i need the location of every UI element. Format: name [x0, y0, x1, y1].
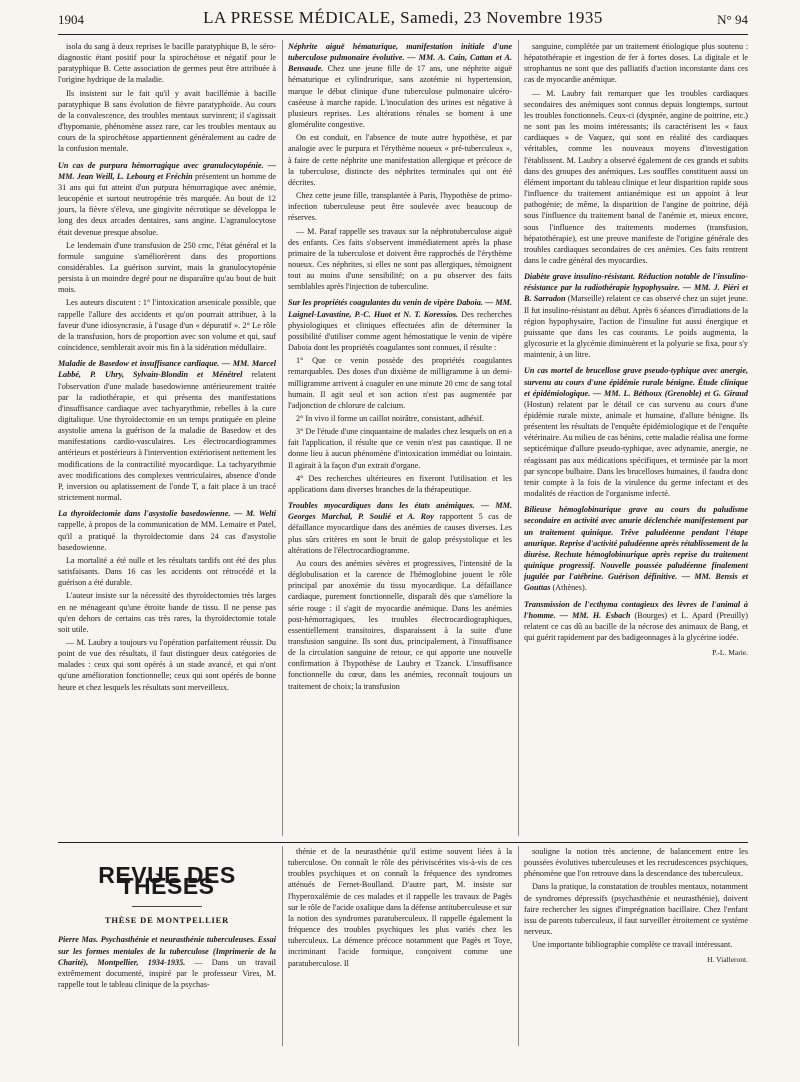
- communication-paragraph: [524, 365, 748, 499]
- heading-rule: [132, 906, 202, 907]
- subsection-heading: THÈSE DE MONTPELLIER: [104, 915, 230, 926]
- communication-title: Un cas de purpura hémorragique avec granulocytopénie.: [58, 160, 264, 170]
- communication-title: Un cas mortel de brucellose grave pseudo-typhique avec anergie, survenu au cours d'une épidémie rurale bénigne. Étude clinique et épidémiologique.: [524, 366, 748, 398]
- journal-title: LA PRESSE MÉDICALE, Samedi, 23 Novembre 1935: [203, 8, 603, 27]
- body-text: relatent l'observation d'une malade basedowienne antérieurement traitée par la radiothérapie, et qui présenta des manifestations d'insuffisance cardiaque avec tachyarythmie, rebelles à la cure digitalique. Une thyroïdectomie en un temps pratiquée en pleine asystolie amena la guérison de la maladie de Basedow et des manifestations cardio-vasculaires. Les électrocardiogrammes antérieurs et postérieurs à l'intervention extériorisent nettement les modifications de la contractilité myocardique. La tachyarythmie avec modifications des complexes ventriculaires, absence d'onde P, inversion ou aplatissement de l'onde T, a fait place à un tracé strictement normal.: [58, 370, 276, 503]
- communication-title: Troubles myocardiques dans les états anémiques.: [288, 501, 475, 511]
- column-divider: [518, 846, 519, 1046]
- communication-paragraph: [288, 500, 512, 556]
- body-text: Chez une jeune fille de 17 ans, une néphrite aiguë hématurique et cylindrurique, sans azotémie ni hypertension, marque le début clinique d'une tuberculose pulmonaire ulcéro-caséeuse à marche rapide. L'inoculation des urines est négative à plusieurs reprises. Les altérations rénales se bornent à une glomérulite congestive.: [288, 64, 512, 130]
- text-paragraph: Dans la pratique, la constatation de troubles mentaux, notamment de syndromes dépressifs (psychasthénie et neurasthénie), doivent faire rechercher les signes d'imprégnation bacillaire. Chez l'enfant issu de parents tuberculeux, il faut surveiller étroitement ce système nerveux.: [524, 882, 748, 937]
- page-number: 1904: [58, 12, 84, 27]
- communication-title: Sur les propriétés coagulantes du venin de vipère Daboia.: [288, 298, 483, 308]
- text-paragraph: La mortalité a été nulle et les résultats tardifs ont été des plus satisfaisants. Dans 16 cas les accidents ont rétrocédé et la guérison a été durable.: [58, 555, 276, 588]
- text-paragraph: souligne la notion très ancienne, de balancement entre les poussées évolutives tuberculeuses et les recrudescences psychiques, phénomène que l'on retrouve dans la descendance des tuberculeux.: [524, 847, 748, 879]
- body-text: rappelle, à propos de la communication de MM. Lemaire et Patel, qu'il a pratiqué la thyroïdectomie dans 24 cas d'asystolie basedowienne.: [58, 520, 276, 552]
- text-paragraph: Ils insistent sur le fait qu'il y avait bacillémie à bacille paratyphique B sans évolution de fièvre paratyphoïde. Au cours de la convalescence, des troubles mentaux survinrent; il s'agissait d'hypomanie, phénomène assez rare, car les troubles mentaux au cours de la spirochétose appartiennent généralement au cadre de la confusion mentale.: [58, 88, 276, 154]
- authors: — MM. Jean Weill, L. Lebourg et Fréchin: [58, 160, 276, 181]
- communication-paragraph: [58, 160, 276, 238]
- authors: — MM. J. Piéri et B. Sarradon: [524, 283, 748, 304]
- communication-title: Transmission de l'ecthyma contagieux des lèvres de l'animal à l'homme.: [524, 599, 748, 620]
- text-paragraph: isola du sang à deux reprises le bacille paratyphique B, le séro-diagnostic étant positif pour la spirochétose et négatif pour le paratyphique B. Cette association de germes peut être attribuée à l'origine hydrique de la maladie.: [58, 42, 276, 85]
- upper-column-3: [524, 41, 748, 836]
- authors: — MM. Marcel Labbé, P. Uhry, Sylvain-Blondin et Ménétrel: [58, 359, 276, 380]
- body-text: Des recherches physiologiques et cliniques effectuées afin de déterminer la possibilité d'utiliser comme agent hémostatique le venin de vipère Daboia dont les propriétés coagulantes sont connues, il résulte :: [288, 309, 512, 353]
- body-text: (Marseille) relatent ce cas observé chez un sujet jeune. Il fut insulino-résistant au début. Après 6 séances d'irradiations de la région hypophysaire, l'action de l'insuline fut aussi énergique et puissante que dans les cas courants. Le poids augmenta, la glycosurie et la glycémie diminuèrent et la polyurie se fixa, pour s'y maintenir, à un litre.: [524, 294, 748, 360]
- authors: — MM. H. Esbach: [555, 610, 631, 620]
- text-paragraph: — M. Paraf rappelle ses travaux sur la néphrotuberculose aiguë des enfants. Ces faits s'observent immédiatement après la phase primaire de la tuberculose et doivent être rapprochés de l'érythème noueux. Ces néphrites, si elles ne sont pas allergiques, témoignent tout au moins d'une sensibilité; on a pu observer des faits semblables après l'injection de tuberculine.: [288, 226, 512, 292]
- issue-number: N° 94: [717, 12, 748, 27]
- signature: P.-L. Marie.: [712, 648, 748, 658]
- body-text: rapportent 5 cas de défaillance myocardique dans des anémies de causes diverses. Les plus sûrs critères en sont le bruit de galop présystolique et les altérations de l'électrocardiogramme.: [288, 512, 512, 555]
- text-paragraph: 1° Que ce venin possède des propriétés coagulantes remarquables. Des doses d'un dixième de milligramme à un demi-milligramme arrivent à coaguler en une minute 20 cmc de sang total humain. Il agit seul et son action n'est pas augmentée par l'adjonction de chlorure de calcium.: [288, 356, 512, 410]
- body-text: présentent un homme de 31 ans qui fut atteint d'un purpura hémorragique avec anémie, leucopénie et surtout neutropénie très marquée. Au bout de 12 jours, la fièvre s'éleva, une gingivite nécrotique se développa le long des deux arcades dentaires, sans angine. L'agranulocytose était devenue presque absolue.: [58, 171, 276, 237]
- header-rule: [58, 34, 748, 35]
- body-text: (Hostun) relatent par le détail ce cas survenu au cours d'une épidémie rurale mixte, animale et humaine, d'allure bénigne. Ils présentent les résultats de l'enquête épidémiologique et de l'enquête vétérinaire. Au milieu de cas bénins, cette maladie réalisa une forme septicémique d'allure pseudo-typhique, avec adynamie, anergie, ne réagissant pas aux médications spécifiques, et terminée par la mort par syncope bulbaire. Dans les brucelloses humaines, il faudra donc tenir compte à la fois de la virulence du germe infectant et des modalités de réaction de l'organisme infecté.: [524, 399, 748, 499]
- communication-paragraph: [58, 358, 276, 503]
- column-divider: [518, 40, 519, 836]
- page-header: [58, 4, 748, 32]
- communication-paragraph: [524, 504, 748, 593]
- authors: — MM. A. Cain, Cattan et A. Bensaude.: [288, 53, 512, 74]
- authors: — MM. Laignel-Lavastine, P.-C. Huot et N. T. Koressios.: [288, 298, 512, 319]
- section-heading: REVUE DES THÈSES: [98, 862, 236, 900]
- body-text: (Athènes).: [550, 583, 587, 593]
- communication-title: Pierre Mas. Psychasthénie et neurasthénie tuberculeuses. Essai sur les formes mentales de la tuberculose (Imprimerie de la Charité), Montpellier, 1934-1935.: [58, 935, 276, 967]
- upper-column-1: [58, 41, 276, 836]
- communication-paragraph: [288, 297, 512, 353]
- communication-title: Maladie de Basedow et insuffisance cardiaque.: [58, 359, 220, 369]
- text-paragraph: — M. Laubry a toujours vu l'opération parfaitement réussir. Du point de vue des résultats, il faut distinguer deux catégories de malades : ceux qui sont opérés à un stade avancé, et qui n'ont qu'une amélioration fonctionnelle; ceux qui sont opérés de bonne heure et chez lesquels les résultats sont merveilleux.: [58, 637, 276, 692]
- theses-column-2: [288, 846, 512, 1076]
- text-paragraph: 2° In vivo il forme un caillot noirâtre, consistant, adhésif.: [296, 414, 484, 423]
- text-paragraph: Les auteurs discutent : 1° l'intoxication arsenicale possible, que rappelle l'allure des accidents et qu'on pourrait attribuer, à la faveur d'une idiosyncrasie, à l'usage d'un « dépuratif ». 2° Le rôle de la transfusion, hors de proportion avec son volume et qui, sauf coïncidence, semblerait avoir mis fin à la sidération médullaire.: [58, 298, 276, 353]
- authors: — MM. L. Béthoux (Grenoble) et G. Giraud: [590, 388, 748, 398]
- column-divider: [282, 40, 283, 836]
- text-paragraph: Le lendemain d'une transfusion de 250 cmc, l'état général et la formule sanguine s'améliorèrent dans des proportions considérables. La guérison survint, mais la granulocytopénie persista à un moindre degré pour ne disparaître qu'au bout de huit mois.: [58, 240, 276, 295]
- communication-title: Bilieuse hémoglobinurique grave au cours du paludisme secondaire en activité avec anurie déclenchée manifestement par un traitement quinique. Trêve paludéenne pendant l'étape anurique. Reprise d'activité paludéenne après rétablissement de la diurèse. Rechute hémoglobinurique après reprise du traitement quinique progressif. Nouvelle poussée paludéenne finalement jugulée par l'atébrine. Guérison définitive.: [524, 505, 748, 582]
- text-paragraph: — M. Laubry fait remarquer que les troubles cardiaques secondaires des anémiques sont connus depuis longtemps, surtout les troubles fonctionnels. Ceux-ci (dyspnée, angine de poitrine, etc.) ne sont pas les moins intéressants; ils caractérisent les « faux cardiaques » de Vaquez, qui sont en réalité des cardiaques véritables, comme les nouveaux moyens d'investigation l'établissent. M. Laubry a observé également de ces grands et subits dans des groupes des anémiques. Les souffles constituent aussi un élément important du tableau clinique et leur disparition rapide sous l'influence du traitement antianémique est un appoint à leur pathogénie; de même, la disparition de l'angine de poitrine, déjà sous l'influence du traitement banal de l'anémie et, mieux encore, sous l'influence des traitements modernes (transfusion, hépatothérapie), est une preuve manifeste de l'origine générale des troubles cardiaques secondaires de ces anémies. Ces faits rentrent dans le cadre général des myocardies.: [524, 88, 748, 265]
- text-paragraph: Au cours des anémies sévères et progressives, l'intensité de la déglobulisation et la carence de l'hémoglobine jouent le rôle principal par anoxémie du tissu myocardique. La défaillance cardiaque, purement fonctionnelle, disparaît dès que s'améliore la série rouge : il s'agit de myocardie anémique. Dans les anémies post-hémorragiques, les troubles électrocardiographiques, essentiellement transitoires, disparaissent à la suite d'une transfusion sanguine. Ils sont dus, principalement, à l'insuffisance de la circulation sanguine de retour, ce qui apporte une nouvelle confirmation à l'hypothèse de Laubry et Tzanck. L'insuffisance fonctionnelle du cœur, dans les anémies, reconnaît toujours un traitement de choix; la transfusion: [288, 558, 512, 691]
- upper-column-2: [288, 41, 512, 836]
- section-rule: [58, 842, 748, 843]
- theses-column-3: [524, 846, 748, 1076]
- communication-title: Néphrite aiguë hématurique, manifestation initiale d'une tuberculose pulmonaire évolutive.: [288, 42, 512, 63]
- text-paragraph: Une importante bibliographie complète ce travail intéressant.: [532, 940, 733, 950]
- body-text: (Bourges) et L. Apard (Preuilly) relatent ce cas dû au bacille de la nécrose des animaux de Bang, et qui guérit rapidement par des badigeonnages à la glycérine iodée.: [524, 610, 748, 642]
- authors: — MM. Georges Marchal, P. Soulié et A. Roy: [288, 501, 512, 522]
- body-text: — Dans un travail extrêmement documenté, inspiré par le professeur Vires, M. rappelle tout le tableau clinique de la psychas-: [58, 957, 276, 990]
- signature: H. Vialleront.: [707, 955, 748, 965]
- communication-paragraph: [58, 508, 276, 553]
- text-paragraph: sanguine, complétée par un traitement étiologique plus soutenu : hépatothérapie et ingestion de fer à fortes doses. La digitale et le strophantus ne sont que des palliatifs d'action inconstante dans ces cas de myocardie anémique.: [524, 42, 748, 85]
- communication-paragraph: [58, 934, 276, 990]
- text-paragraph: 4° Des recherches ultérieures en fixeront l'utilisation et les applications dans diverses branches de la thérapeutique.: [288, 473, 512, 494]
- authors: — MM. Bensis et Gouttas: [524, 572, 748, 593]
- text-paragraph: Chez cette jeune fille, transplantée à Paris, l'hypothèse de primo-infection tuberculeuse peut être soulevée avec beaucoup de réserves.: [288, 191, 512, 223]
- communication-paragraph: [524, 599, 748, 644]
- column-divider: [282, 846, 283, 1046]
- text-paragraph: On est conduit, en l'absence de toute autre hypothèse, et par analogie avec le purpura et l'érythème noueux « pré-tuberculeux », à faire de cette néphrite une manifestation allergique et précoce de la tuberculose, distincte des néphrites terminales qui ont été décrites.: [288, 133, 512, 187]
- communication-title: La thyroïdectomie dans l'asystolie basedowienne.: [58, 509, 231, 519]
- text-paragraph: 3° De l'étude d'une cinquantaine de malades chez lesquels on en a fait l'application, il résulte que ce venin n'est pas caustique. Il ne donne lieu à aucun phénomène d'intoxication immédiat ou lointain. Il agirait à la façon d'un extrait d'organe.: [288, 427, 512, 470]
- communication-title: Diabète grave insulino-résistant. Réduction notable de l'insulino-résistance par la radiothérapie hypophysaire.: [524, 272, 748, 293]
- communication-paragraph: [288, 41, 512, 130]
- text-paragraph: L'auteur insiste sur la nécessité des thyroïdectomies très larges en ne ménageant qu'une étroite bande de tissu. Il ne pense pas qu'en dehors de certains cas très rares, la thyroïdectomie totale soit utile.: [58, 591, 276, 634]
- authors: — M. Welti: [230, 509, 276, 519]
- theses-column-1: [58, 846, 276, 1076]
- text-paragraph: thénie et de la neurasthénie qu'il estime souvent liées à la tuberculose. On connaît le rôle des périviscérites vis-à-vis de ces troubles psychiques et on connaît la fréquence des syndromes atténués de Fernet-Boulland. D'autre part, M. insiste sur l'hyperoxalémie de ces malades et il rappelle les travaux de Pagès sur le rôle de l'acide oxalique dans la défense antituberculeuse et sur la notion des syndromes paratuberculeux. Il rappelle également la fréquence des troubles psychiques les plus variés chez les tuberculeux. La démence précoce notamment que Pagès et Toye, incriminant l'acide formique, conçoivent comme une paratuberculose. Il: [288, 847, 512, 968]
- communication-paragraph: [524, 271, 748, 360]
